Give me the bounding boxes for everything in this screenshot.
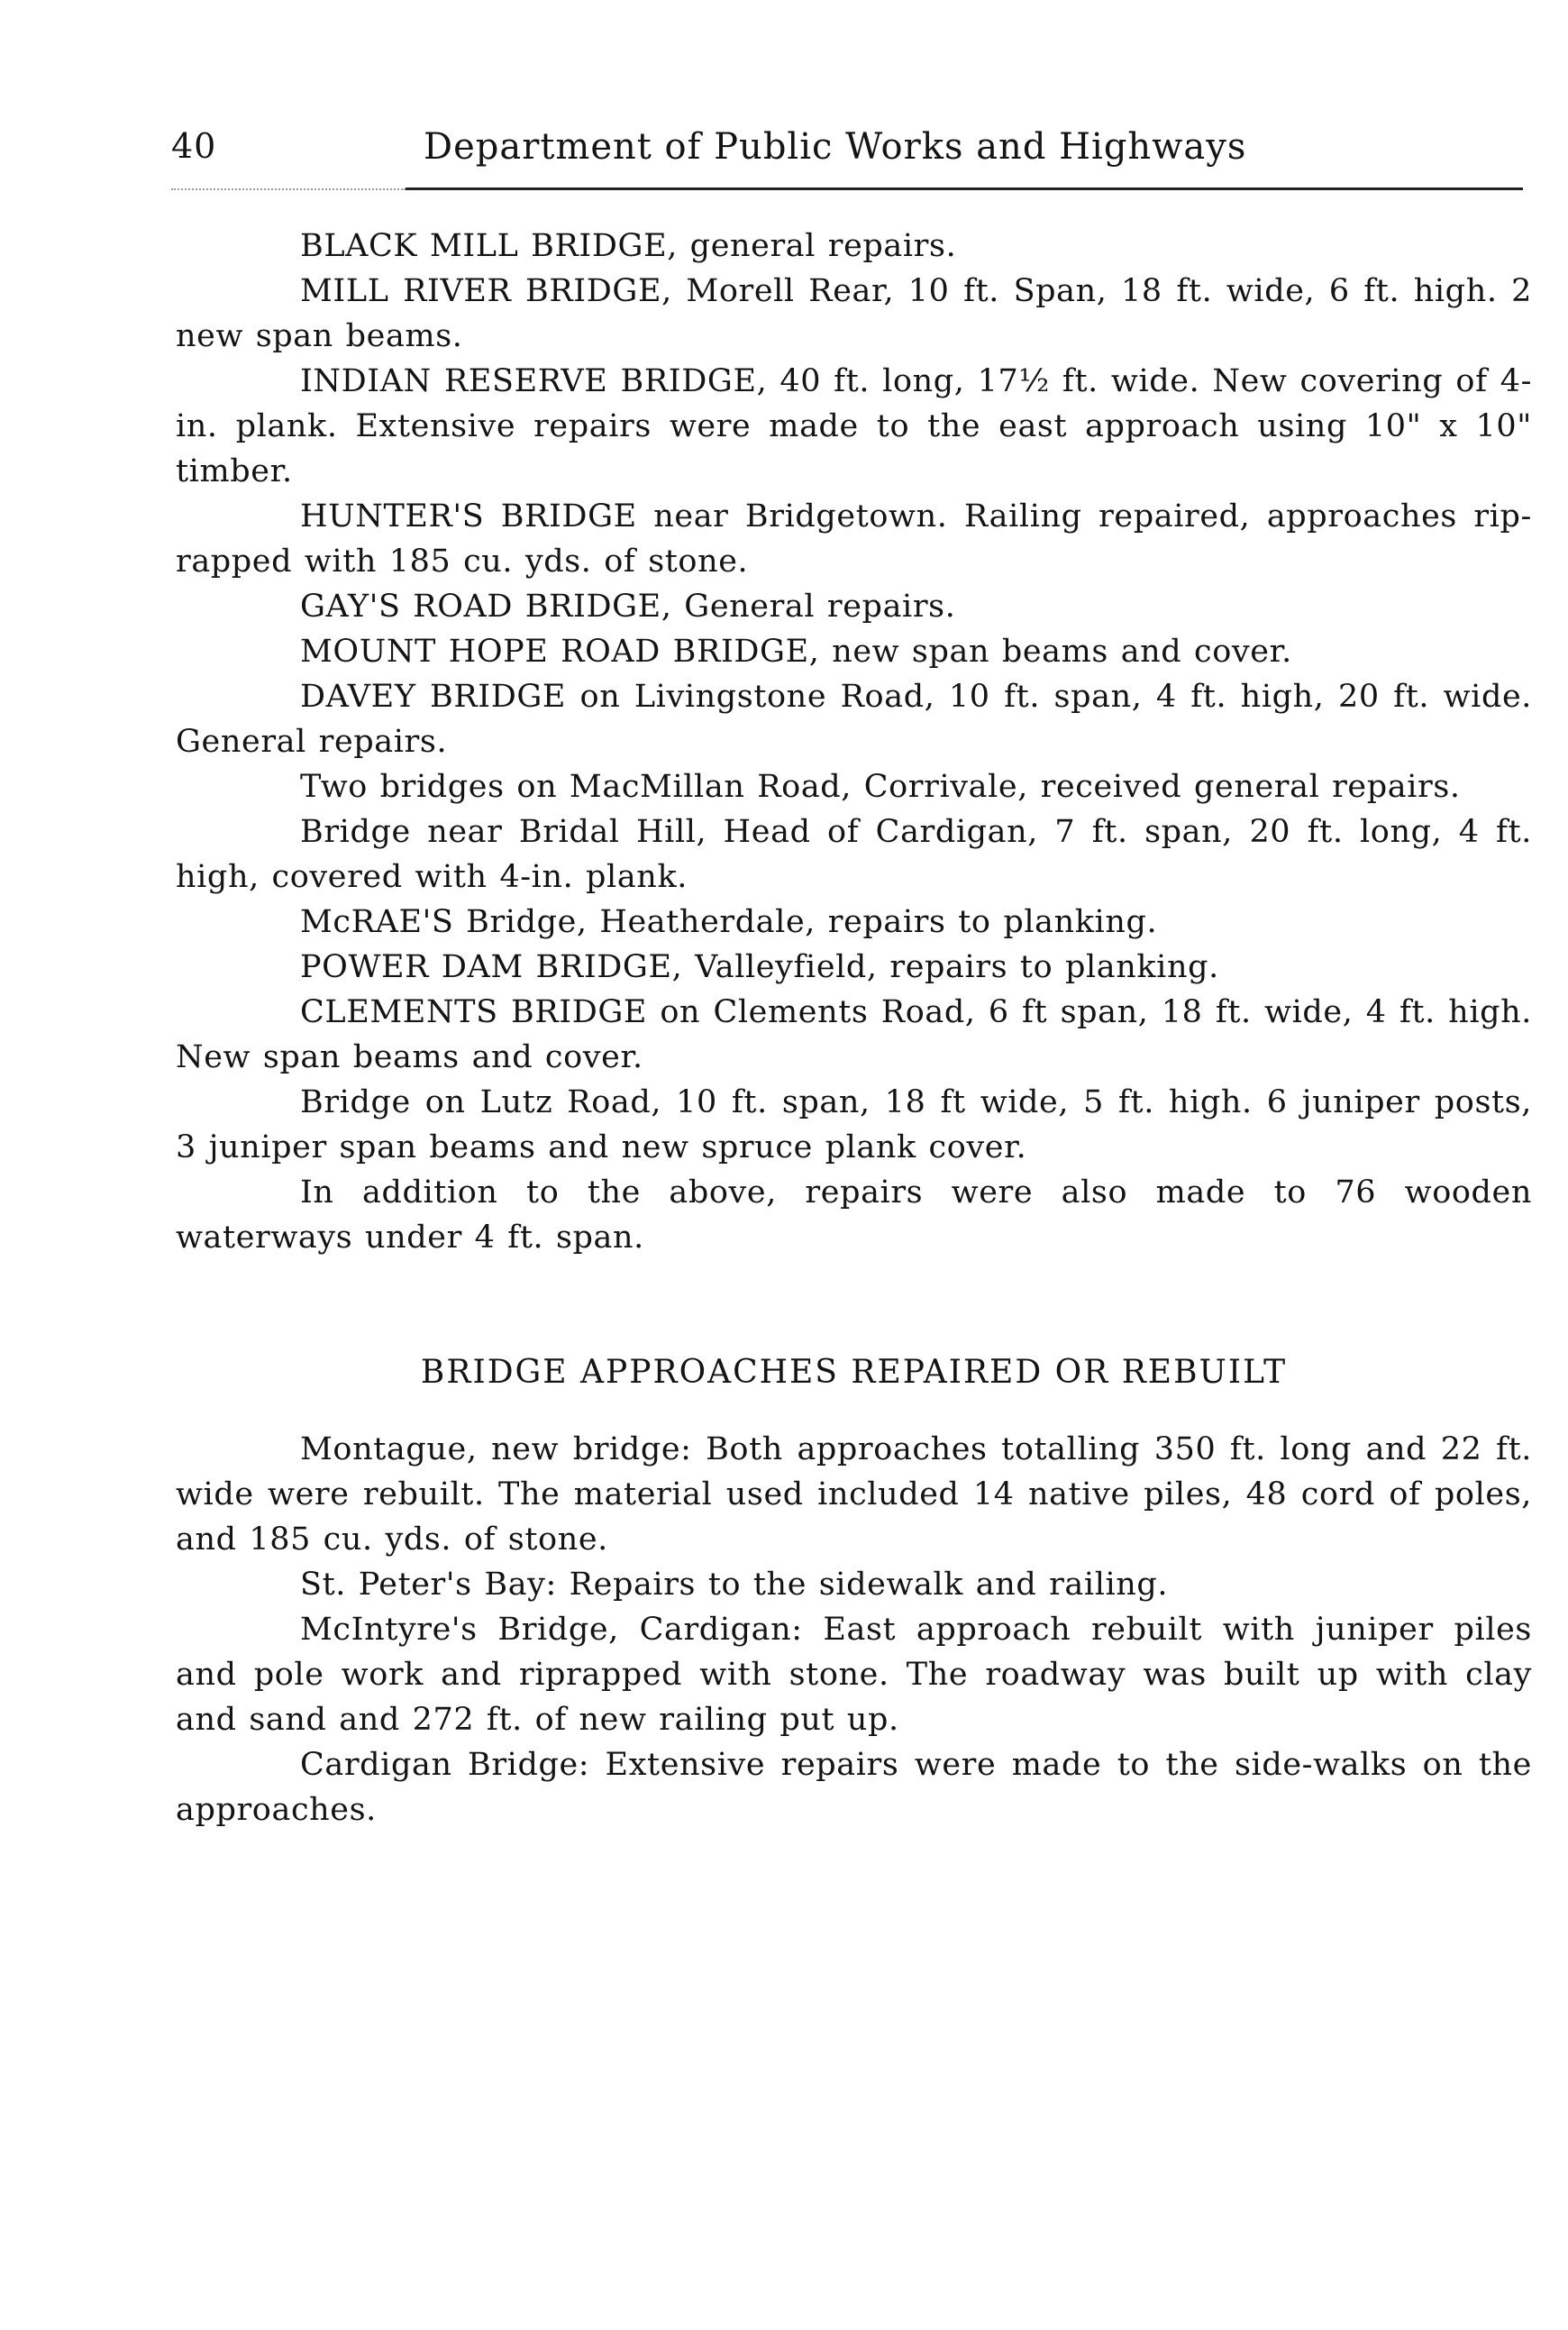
section-heading: BRIDGE APPROACHES REPAIRED OR REBUILT: [420, 1354, 1288, 1391]
paragraph-clements-bridge: CLEMENTS BRIDGE on Clements Road, 6 ft span, 18 ft. wide, 4 ft. high. New span beams and cover.: [176, 994, 1532, 1075]
paragraph-gays-road-bridge: GAY'S ROAD BRIDGE, General repairs.: [300, 589, 956, 625]
paragraph-montague-bridge: Montague, new bridge: Both approaches totalling 350 ft. long and 22 ft. wide were rebuilt. The material used included 14 native piles, 48 cord of poles, and 185 cu. yds. of stone.: [176, 1431, 1532, 1558]
paragraph-mount-hope-road-bridge: MOUNT HOPE ROAD BRIDGE, new span beams and cover.: [300, 634, 1292, 670]
paragraph-mcintyres-bridge: McIntyre's Bridge, Cardigan: East approach rebuilt with juniper piles and pole work and riprapped with stone. The roadway was built up with clay and sand and 272 ft. of new railing put up.: [176, 1612, 1532, 1738]
page-body: [176, 224, 1532, 1832]
paragraph-davey-bridge: DAVEY BRIDGE on Livingstone Road, 10 ft. span, 4 ft. high, 20 ft. wide. General repairs.: [176, 679, 1532, 760]
running-title: Department of Public Works and Highways: [424, 126, 1247, 168]
paragraph-bridal-hill-bridge: Bridge near Bridal Hill, Head of Cardigan, 7 ft. span, 20 ft. long, 4 ft. high, covered with 4-in. plank.: [176, 814, 1532, 895]
paragraph-cardigan-bridge: Cardigan Bridge: Extensive repairs were made to the side-walks on the approaches.: [176, 1747, 1532, 1828]
page-number: 40: [171, 126, 217, 166]
paragraph-wooden-waterways: In addition to the above, repairs were also made to 76 wooden waterways under 4 ft. span.: [176, 1174, 1532, 1256]
paragraph-macmillan-road-bridges: Two bridges on MacMillan Road, Corrivale, received general repairs.: [300, 769, 1461, 805]
header-rule-solid: [406, 187, 1523, 190]
header-rule-dotted: [171, 188, 406, 191]
page-header: [171, 126, 1523, 180]
paragraph-hunters-bridge: HUNTER'S BRIDGE near Bridgetown. Railing repaired, approaches rip-rapped with 185 cu. yds. of stone.: [176, 498, 1532, 580]
paragraph-st-peters-bay: St. Peter's Bay: Repairs to the sidewalk and railing.: [300, 1567, 1169, 1603]
paragraph-lutz-road-bridge: Bridge on Lutz Road, 10 ft. span, 18 ft wide, 5 ft. high. 6 juniper posts, 3 juniper span beams and new spruce plank cover.: [176, 1084, 1532, 1165]
paragraph-black-mill-bridge: BLACK MILL BRIDGE, general repairs.: [300, 228, 957, 264]
paragraph-indian-reserve-bridge: INDIAN RESERVE BRIDGE, 40 ft. long, 17½ ft. wide. New covering of 4-in. plank. Extensive repairs were made to the east approach using 10" x 10" timber.: [176, 363, 1532, 489]
paragraph-power-dam-bridge: POWER DAM BRIDGE, Valleyfield, repairs to planking.: [300, 949, 1219, 985]
paragraph-mcraes-bridge: McRAE'S Bridge, Heatherdale, repairs to planking.: [300, 904, 1158, 940]
paragraph-mill-river-bridge: MILL RIVER BRIDGE, Morell Rear, 10 ft. Span, 18 ft. wide, 6 ft. high. 2 new span beams.: [176, 273, 1532, 354]
